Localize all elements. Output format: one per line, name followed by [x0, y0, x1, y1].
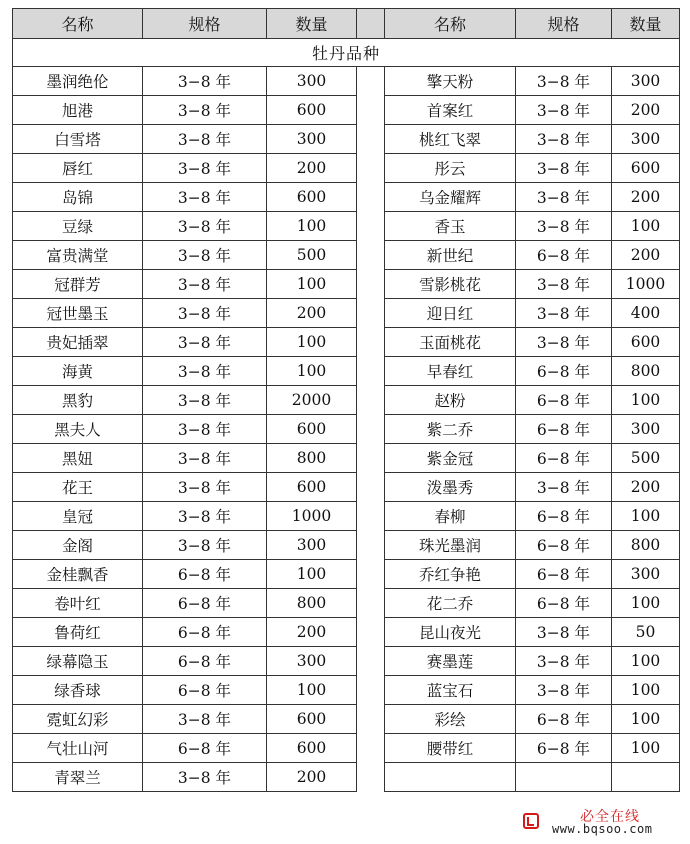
right-variety-name-cell: 早春红 — [385, 357, 516, 386]
column-gap — [357, 96, 385, 125]
site-watermark — [522, 806, 682, 838]
left-variety-name-cell: 鲁荷红 — [13, 618, 143, 647]
site-logo-icon — [522, 812, 540, 830]
table-row — [13, 734, 680, 763]
left-variety-quantity-cell: 2000 — [267, 386, 357, 415]
left-variety-name-cell: 贵妃插翠 — [13, 328, 143, 357]
right-variety-name-cell: 玉面桃花 — [385, 328, 516, 357]
right-variety-quantity-cell: 100 — [612, 589, 680, 618]
column-gap — [357, 502, 385, 531]
table-row — [13, 386, 680, 415]
left-variety-quantity-cell: 200 — [267, 299, 357, 328]
left-variety-spec-cell: 3−8 年 — [143, 763, 267, 792]
table-row — [13, 618, 680, 647]
table-row — [13, 473, 680, 502]
right-variety-name-cell: 紫金冠 — [385, 444, 516, 473]
column-gap — [357, 531, 385, 560]
left-variety-spec-cell: 3−8 年 — [143, 328, 267, 357]
right-variety-spec-cell: 6−8 年 — [516, 386, 612, 415]
left-variety-spec-cell: 6−8 年 — [143, 560, 267, 589]
right-variety-spec-cell: 3−8 年 — [516, 299, 612, 328]
column-gap — [357, 415, 385, 444]
left-variety-spec-cell: 6−8 年 — [143, 734, 267, 763]
column-gap — [357, 386, 385, 415]
column-gap — [357, 734, 385, 763]
column-gap — [357, 618, 385, 647]
column-gap — [357, 270, 385, 299]
right-variety-quantity-cell: 200 — [612, 96, 680, 125]
right-variety-spec-cell: 3−8 年 — [516, 270, 612, 299]
left-variety-quantity-cell: 600 — [267, 183, 357, 212]
right-variety-spec-cell: 3−8 年 — [516, 183, 612, 212]
left-variety-name-cell: 旭港 — [13, 96, 143, 125]
table-row — [13, 589, 680, 618]
right-variety-spec-cell: 6−8 年 — [516, 415, 612, 444]
right-variety-quantity-cell: 300 — [612, 125, 680, 154]
column-gap — [357, 647, 385, 676]
table-row — [13, 328, 680, 357]
left-variety-quantity-cell: 300 — [267, 531, 357, 560]
right-variety-quantity-cell: 400 — [612, 299, 680, 328]
left-variety-name-cell: 海黄 — [13, 357, 143, 386]
left-variety-quantity-cell: 200 — [267, 763, 357, 792]
left-variety-name-cell: 气壮山河 — [13, 734, 143, 763]
left-variety-spec-cell: 3−8 年 — [143, 705, 267, 734]
left-variety-name-cell: 墨润绝伦 — [13, 67, 143, 96]
left-variety-spec-cell: 6−8 年 — [143, 589, 267, 618]
left-variety-spec-cell: 3−8 年 — [143, 502, 267, 531]
right-variety-name-cell: 腰带红 — [385, 734, 516, 763]
left-variety-quantity-cell: 800 — [267, 444, 357, 473]
right-variety-spec-cell: 3−8 年 — [516, 212, 612, 241]
column-gap — [357, 676, 385, 705]
right-variety-quantity-cell: 600 — [612, 154, 680, 183]
column-gap — [357, 125, 385, 154]
left-variety-spec-cell: 3−8 年 — [143, 357, 267, 386]
left-variety-spec-cell: 3−8 年 — [143, 473, 267, 502]
column-gap — [357, 763, 385, 792]
right-variety-spec-cell: 6−8 年 — [516, 734, 612, 763]
left-variety-spec-cell: 3−8 年 — [143, 270, 267, 299]
table-row — [13, 705, 680, 734]
left-variety-name-cell: 黑妞 — [13, 444, 143, 473]
left-variety-name-cell: 卷叶红 — [13, 589, 143, 618]
header-qty-left: 数量 — [267, 9, 357, 39]
right-variety-quantity-cell: 300 — [612, 560, 680, 589]
right-variety-quantity-cell: 100 — [612, 734, 680, 763]
table-row — [13, 183, 680, 212]
table-body — [13, 39, 680, 792]
right-variety-name-cell: 桃红飞翠 — [385, 125, 516, 154]
header-row — [13, 9, 680, 39]
table-row — [13, 415, 680, 444]
left-variety-spec-cell: 3−8 年 — [143, 67, 267, 96]
left-variety-spec-cell: 6−8 年 — [143, 647, 267, 676]
column-gap — [357, 183, 385, 212]
column-gap — [357, 299, 385, 328]
right-variety-name-cell: 首案红 — [385, 96, 516, 125]
right-variety-quantity-cell: 300 — [612, 415, 680, 444]
left-variety-quantity-cell: 600 — [267, 734, 357, 763]
column-gap — [357, 444, 385, 473]
right-variety-quantity-cell — [612, 763, 680, 792]
left-variety-name-cell: 青翠兰 — [13, 763, 143, 792]
right-variety-spec-cell: 3−8 年 — [516, 473, 612, 502]
right-variety-name-cell: 新世纪 — [385, 241, 516, 270]
right-variety-quantity-cell: 100 — [612, 676, 680, 705]
right-variety-quantity-cell: 100 — [612, 647, 680, 676]
left-variety-spec-cell: 6−8 年 — [143, 676, 267, 705]
right-variety-name-cell: 昆山夜光 — [385, 618, 516, 647]
right-variety-name-cell: 迎日红 — [385, 299, 516, 328]
left-variety-quantity-cell: 600 — [267, 473, 357, 502]
right-variety-quantity-cell: 200 — [612, 241, 680, 270]
left-variety-spec-cell: 3−8 年 — [143, 531, 267, 560]
peony-variety-table-sheet — [12, 8, 679, 792]
left-variety-name-cell: 绿幕隐玉 — [13, 647, 143, 676]
right-variety-name-cell: 珠光墨润 — [385, 531, 516, 560]
left-variety-quantity-cell: 300 — [267, 125, 357, 154]
left-variety-name-cell: 唇红 — [13, 154, 143, 183]
left-variety-quantity-cell: 600 — [267, 96, 357, 125]
column-gap — [357, 473, 385, 502]
table-row — [13, 67, 680, 96]
column-gap — [357, 328, 385, 357]
left-variety-name-cell: 冠世墨玉 — [13, 299, 143, 328]
right-variety-name-cell: 赵粉 — [385, 386, 516, 415]
right-variety-name-cell: 赛墨莲 — [385, 647, 516, 676]
right-variety-spec-cell: 6−8 年 — [516, 705, 612, 734]
left-variety-quantity-cell: 300 — [267, 67, 357, 96]
left-variety-quantity-cell: 500 — [267, 241, 357, 270]
right-variety-spec-cell: 3−8 年 — [516, 647, 612, 676]
right-variety-spec-cell: 6−8 年 — [516, 560, 612, 589]
header-gap — [357, 9, 385, 39]
left-variety-quantity-cell: 300 — [267, 647, 357, 676]
right-variety-name-cell: 春柳 — [385, 502, 516, 531]
left-variety-quantity-cell: 600 — [267, 415, 357, 444]
left-variety-spec-cell: 3−8 年 — [143, 415, 267, 444]
right-variety-name-cell: 香玉 — [385, 212, 516, 241]
left-variety-name-cell: 冠群芳 — [13, 270, 143, 299]
header-spec-left: 规格 — [143, 9, 267, 39]
left-variety-quantity-cell: 100 — [267, 328, 357, 357]
right-variety-quantity-cell: 200 — [612, 473, 680, 502]
right-variety-quantity-cell: 800 — [612, 531, 680, 560]
right-variety-quantity-cell: 500 — [612, 444, 680, 473]
right-variety-spec-cell: 6−8 年 — [516, 589, 612, 618]
right-variety-quantity-cell: 200 — [612, 183, 680, 212]
table-row — [13, 502, 680, 531]
left-variety-spec-cell: 3−8 年 — [143, 212, 267, 241]
left-variety-name-cell: 霓虹幻彩 — [13, 705, 143, 734]
left-variety-name-cell: 绿香球 — [13, 676, 143, 705]
table-row — [13, 212, 680, 241]
right-variety-spec-cell: 6−8 年 — [516, 531, 612, 560]
left-variety-name-cell: 花王 — [13, 473, 143, 502]
column-gap — [357, 705, 385, 734]
table-row — [13, 357, 680, 386]
peony-variety-table — [12, 8, 680, 792]
column-gap — [357, 241, 385, 270]
table-row — [13, 444, 680, 473]
right-variety-name-cell: 花二乔 — [385, 589, 516, 618]
left-variety-spec-cell: 3−8 年 — [143, 444, 267, 473]
table-row — [13, 241, 680, 270]
right-variety-name-cell: 雪影桃花 — [385, 270, 516, 299]
right-variety-name-cell: 紫二乔 — [385, 415, 516, 444]
right-variety-spec-cell: 6−8 年 — [516, 357, 612, 386]
right-variety-name-cell: 乔红争艳 — [385, 560, 516, 589]
table-row — [13, 299, 680, 328]
left-variety-spec-cell: 3−8 年 — [143, 154, 267, 183]
column-gap — [357, 560, 385, 589]
left-variety-quantity-cell: 200 — [267, 154, 357, 183]
right-variety-spec-cell: 3−8 年 — [516, 154, 612, 183]
header-name-left: 名称 — [13, 9, 143, 39]
right-variety-spec-cell: 6−8 年 — [516, 502, 612, 531]
right-variety-spec-cell: 3−8 年 — [516, 96, 612, 125]
column-gap — [357, 357, 385, 386]
left-variety-spec-cell: 3−8 年 — [143, 299, 267, 328]
right-variety-spec-cell — [516, 763, 612, 792]
right-variety-name-cell: 泼墨秀 — [385, 473, 516, 502]
right-variety-spec-cell: 6−8 年 — [516, 241, 612, 270]
table-row — [13, 647, 680, 676]
column-gap — [357, 67, 385, 96]
watermark-site-name: 必全在线 — [580, 809, 640, 825]
right-variety-name-cell: 擎天粉 — [385, 67, 516, 96]
left-variety-quantity-cell: 1000 — [267, 502, 357, 531]
right-variety-name-cell: 彩绘 — [385, 705, 516, 734]
right-variety-spec-cell: 3−8 年 — [516, 67, 612, 96]
left-variety-spec-cell: 3−8 年 — [143, 183, 267, 212]
right-variety-spec-cell: 3−8 年 — [516, 676, 612, 705]
section-title: 牡丹品种 — [13, 39, 680, 67]
left-variety-quantity-cell: 100 — [267, 212, 357, 241]
column-gap — [357, 154, 385, 183]
left-variety-spec-cell: 3−8 年 — [143, 241, 267, 270]
left-variety-quantity-cell: 100 — [267, 270, 357, 299]
watermark-site-url: www.bqsoo.com — [552, 822, 653, 836]
left-variety-spec-cell: 6−8 年 — [143, 618, 267, 647]
column-gap — [357, 589, 385, 618]
left-variety-name-cell: 金桂飘香 — [13, 560, 143, 589]
left-variety-quantity-cell: 600 — [267, 705, 357, 734]
right-variety-quantity-cell: 100 — [612, 212, 680, 241]
left-variety-name-cell: 富贵满堂 — [13, 241, 143, 270]
left-variety-name-cell: 豆绿 — [13, 212, 143, 241]
left-variety-spec-cell: 3−8 年 — [143, 125, 267, 154]
left-variety-name-cell: 岛锦 — [13, 183, 143, 212]
table-row — [13, 270, 680, 299]
left-variety-quantity-cell: 200 — [267, 618, 357, 647]
right-variety-quantity-cell: 100 — [612, 502, 680, 531]
right-variety-name-cell — [385, 763, 516, 792]
right-variety-quantity-cell: 1000 — [612, 270, 680, 299]
right-variety-spec-cell: 3−8 年 — [516, 618, 612, 647]
left-variety-quantity-cell: 100 — [267, 357, 357, 386]
left-variety-name-cell: 黑豹 — [13, 386, 143, 415]
right-variety-quantity-cell: 800 — [612, 357, 680, 386]
header-qty-right: 数量 — [612, 9, 680, 39]
left-variety-spec-cell: 3−8 年 — [143, 96, 267, 125]
left-variety-name-cell: 皇冠 — [13, 502, 143, 531]
right-variety-spec-cell: 3−8 年 — [516, 125, 612, 154]
right-variety-name-cell: 乌金耀辉 — [385, 183, 516, 212]
right-variety-spec-cell: 6−8 年 — [516, 444, 612, 473]
table-row — [13, 125, 680, 154]
right-variety-quantity-cell: 50 — [612, 618, 680, 647]
table-row — [13, 560, 680, 589]
right-variety-name-cell: 彤云 — [385, 154, 516, 183]
right-variety-spec-cell: 3−8 年 — [516, 328, 612, 357]
header-spec-right: 规格 — [516, 9, 612, 39]
table-row — [13, 763, 680, 792]
right-variety-name-cell: 蓝宝石 — [385, 676, 516, 705]
left-variety-quantity-cell: 100 — [267, 676, 357, 705]
left-variety-name-cell: 白雪塔 — [13, 125, 143, 154]
left-variety-name-cell: 黑夫人 — [13, 415, 143, 444]
right-variety-quantity-cell: 100 — [612, 705, 680, 734]
left-variety-quantity-cell: 800 — [267, 589, 357, 618]
left-variety-name-cell: 金阁 — [13, 531, 143, 560]
table-row — [13, 96, 680, 125]
left-variety-spec-cell: 3−8 年 — [143, 386, 267, 415]
header-name-right: 名称 — [385, 9, 516, 39]
left-variety-quantity-cell: 100 — [267, 560, 357, 589]
right-variety-quantity-cell: 600 — [612, 328, 680, 357]
section-row — [13, 39, 680, 67]
table-row — [13, 154, 680, 183]
right-variety-quantity-cell: 300 — [612, 67, 680, 96]
table-row — [13, 676, 680, 705]
table-row — [13, 531, 680, 560]
column-gap — [357, 212, 385, 241]
right-variety-quantity-cell: 100 — [612, 386, 680, 415]
